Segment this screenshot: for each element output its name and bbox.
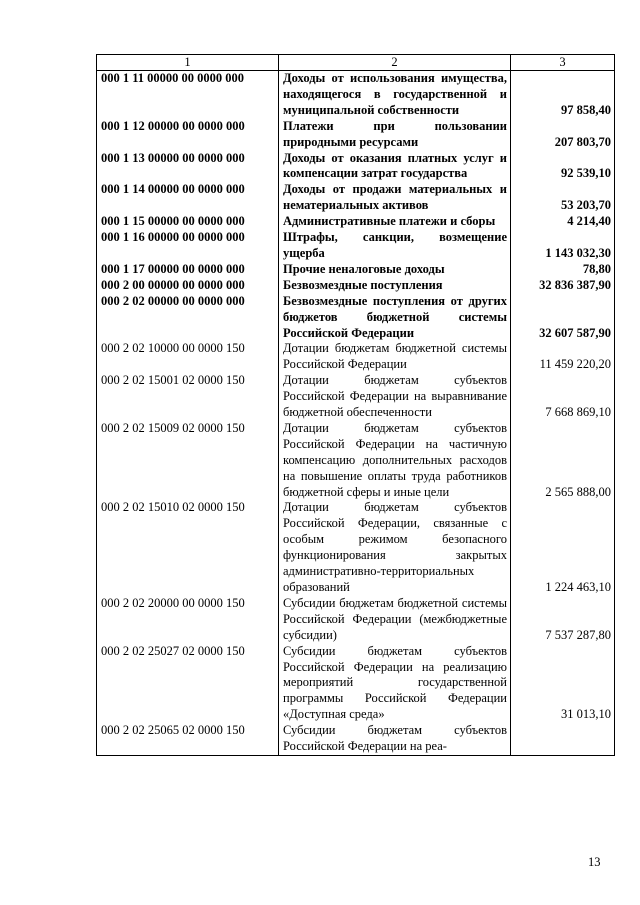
row-amount: 2 565 888,00: [511, 421, 615, 501]
row-code: 000 2 02 20000 00 0000 150: [97, 596, 279, 644]
row-amount: [511, 723, 615, 755]
row-name: Безвозмездные поступления: [279, 278, 511, 294]
table-row: [97, 421, 615, 501]
row-amount: 92 539,10: [511, 151, 615, 183]
row-name: Субсидии бюджетам бюджетной системы Российской Федерации (межбюджетные субсидии): [279, 596, 511, 644]
table-row: [97, 500, 615, 595]
row-name: Дотации бюджетам субъектов Российской Федерации на выравнивание бюджетной обеспеченности: [279, 373, 511, 421]
row-code: 000 2 02 15009 02 0000 150: [97, 421, 279, 501]
column-header-1: 1: [97, 55, 279, 71]
table-row: [97, 71, 615, 119]
row-name: Доходы от продажи материальных и нематериальных активов: [279, 182, 511, 214]
row-amount: 53 203,70: [511, 182, 615, 214]
row-amount: 11 459 220,20: [511, 341, 615, 373]
row-amount: 4 214,40: [511, 214, 615, 230]
page-number: 13: [588, 855, 601, 869]
row-code: 000 2 02 15001 02 0000 150: [97, 373, 279, 421]
table-row: [97, 278, 615, 294]
row-code: 000 1 15 00000 00 0000 000: [97, 214, 279, 230]
table-row: [97, 341, 615, 373]
row-name: Безвозмездные поступления от других бюджетов бюджетной системы Российской Федерации: [279, 294, 511, 342]
row-name: Административные платежи и сборы: [279, 214, 511, 230]
table-body: [97, 71, 615, 756]
table-row: [97, 596, 615, 644]
row-amount: 7 668 869,10: [511, 373, 615, 421]
table-row: [97, 294, 615, 342]
row-code: 000 2 02 15010 02 0000 150: [97, 500, 279, 595]
table-row: [97, 644, 615, 724]
revenue-table: [96, 54, 615, 756]
row-code: 000 1 16 00000 00 0000 000: [97, 230, 279, 262]
row-amount: 78,80: [511, 262, 615, 278]
column-header-2: 2: [279, 55, 511, 71]
row-code: 000 2 00 00000 00 0000 000: [97, 278, 279, 294]
row-code: 000 1 13 00000 00 0000 000: [97, 151, 279, 183]
row-amount: 7 537 287,80: [511, 596, 615, 644]
row-code: 000 1 17 00000 00 0000 000: [97, 262, 279, 278]
row-name: Доходы от использования имущества, находящегося в государственной и муниципальной собственности: [279, 71, 511, 119]
row-code: 000 2 02 10000 00 0000 150: [97, 341, 279, 373]
row-name: Субсидии бюджетам субъектов Российской Федерации на реализацию мероприятий государственной программы Российской Федерации «Доступная среда»: [279, 644, 511, 724]
table-row: [97, 151, 615, 183]
row-amount: 32 836 387,90: [511, 278, 615, 294]
row-code: 000 2 02 00000 00 0000 000: [97, 294, 279, 342]
table-row: [97, 262, 615, 278]
row-name: Дотации бюджетам субъектов Российской Федерации, связанные с особым режимом безопасного функционирования закрытых административно-территориальных образований: [279, 500, 511, 595]
row-name: Дотации бюджетам субъектов Российской Федерации на частичную компенсацию дополнительных расходов на повышение оплаты труда работников бюджетной сферы и иные цели: [279, 421, 511, 501]
row-amount: 32 607 587,90: [511, 294, 615, 342]
row-name: Доходы от оказания платных услуг и компенсации затрат государства: [279, 151, 511, 183]
row-name: Субсидии бюджетам субъектов Российской Федерации на реа-: [279, 723, 511, 755]
row-amount: 31 013,10: [511, 644, 615, 724]
row-code: 000 2 02 25065 02 0000 150: [97, 723, 279, 755]
table-header-row: [97, 55, 615, 71]
row-code: 000 1 11 00000 00 0000 000: [97, 71, 279, 119]
table-row: [97, 723, 615, 755]
row-name: Штрафы, санкции, возмещение ущерба: [279, 230, 511, 262]
table-row: [97, 230, 615, 262]
table-row: [97, 182, 615, 214]
row-code: 000 2 02 25027 02 0000 150: [97, 644, 279, 724]
row-code: 000 1 14 00000 00 0000 000: [97, 182, 279, 214]
row-name: Прочие неналоговые доходы: [279, 262, 511, 278]
table-row: [97, 373, 615, 421]
row-amount: 207 803,70: [511, 119, 615, 151]
table-row: [97, 119, 615, 151]
table-row: [97, 214, 615, 230]
row-amount: 97 858,40: [511, 71, 615, 119]
row-name: Дотации бюджетам бюджетной системы Российской Федерации: [279, 341, 511, 373]
row-name: Платежи при пользовании природными ресурсами: [279, 119, 511, 151]
column-header-3: 3: [511, 55, 615, 71]
row-code: 000 1 12 00000 00 0000 000: [97, 119, 279, 151]
row-amount: 1 143 032,30: [511, 230, 615, 262]
row-amount: 1 224 463,10: [511, 500, 615, 595]
